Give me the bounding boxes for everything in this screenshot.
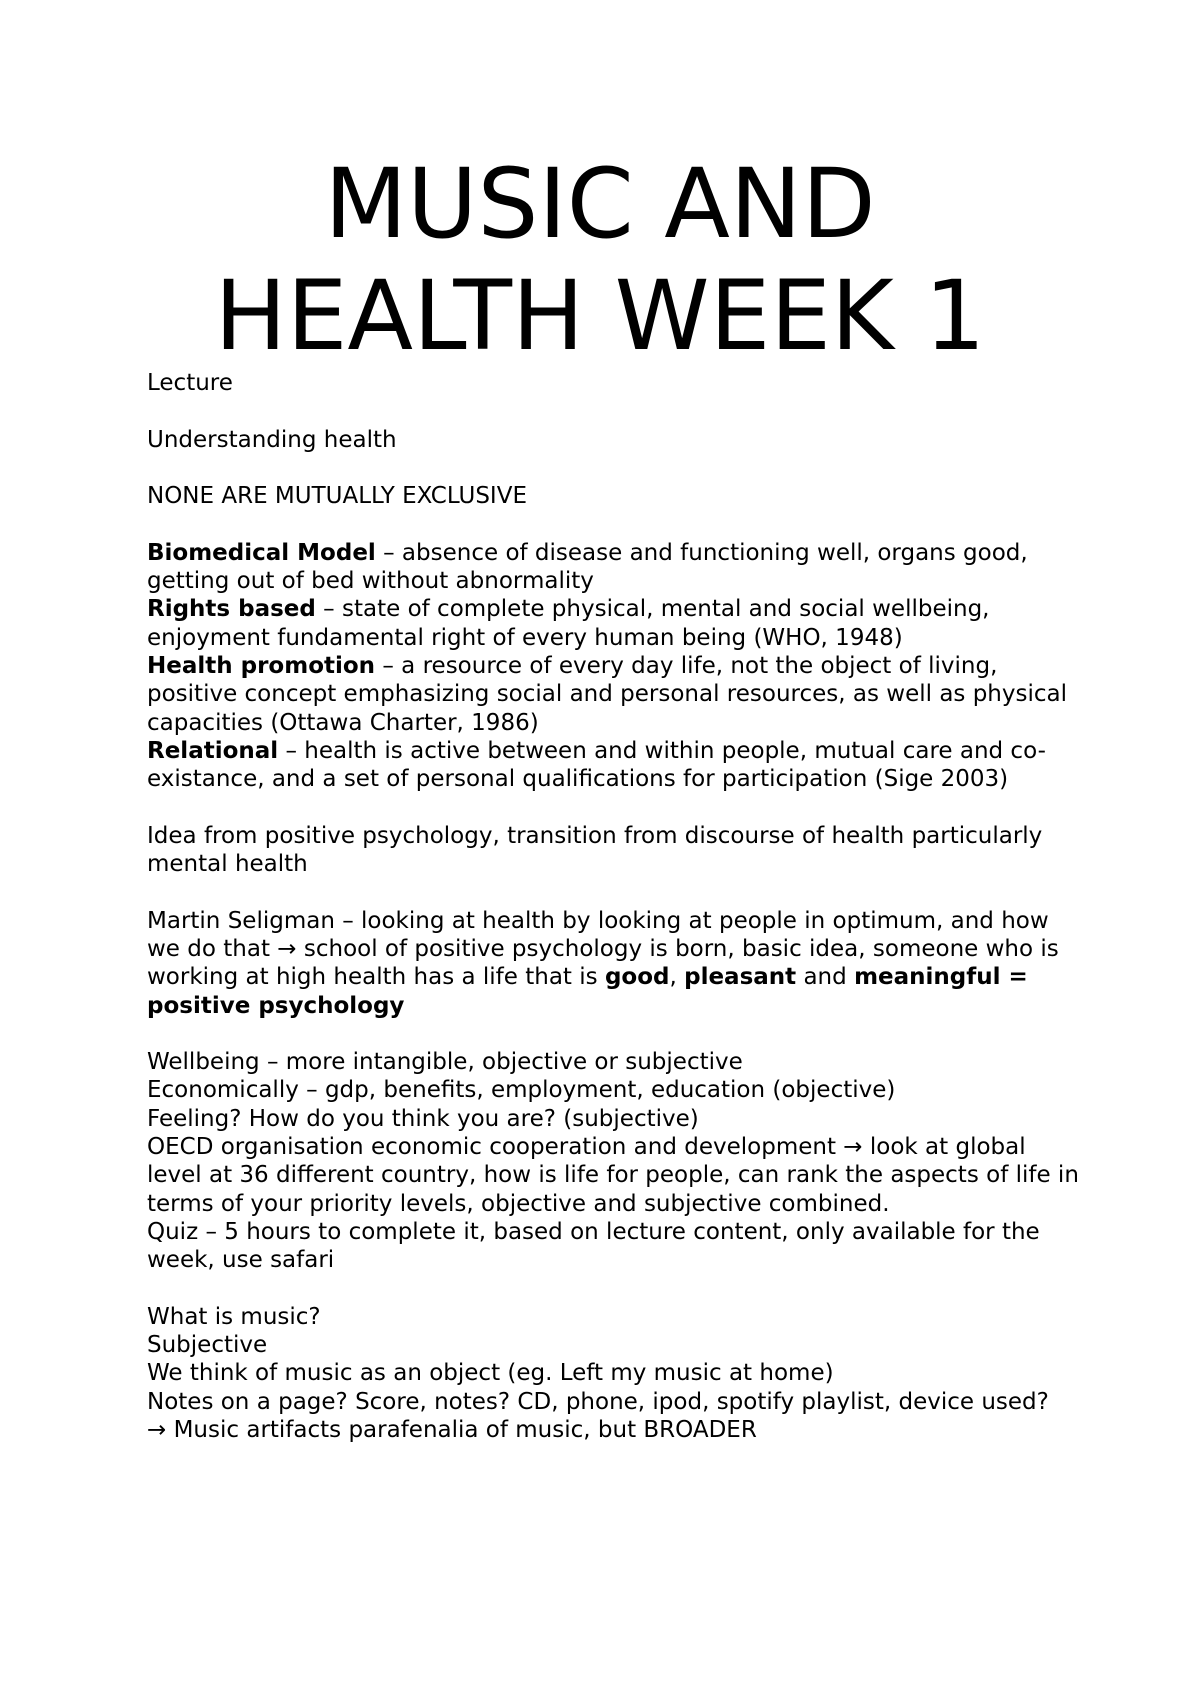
notes-line: Notes on a page? Score, notes? CD, phone, ipod, spotify playlist, device used? (147, 1388, 1049, 1415)
model-health-promotion (147, 652, 1087, 737)
spacer (147, 397, 1087, 425)
spacer (147, 793, 1087, 821)
oecd-text: look at global level at 36 different country, how is life for people, can rank the aspects of life in terms of your priority levels, objective and subjective combined. (147, 1134, 1079, 1217)
exclusive-note: NONE ARE MUTUALLY EXCLUSIVE (147, 483, 527, 510)
seligman-text: school of positive psychology is born, basic idea, someone who is working at high health has a life that is (147, 935, 1059, 991)
arrow-icon: → (843, 1134, 863, 1161)
artifacts-text: Music artifacts parafenalia of music, but BROADER (166, 1416, 757, 1443)
model-rights-based (147, 595, 1087, 652)
model-text: – a resource of every day life, not the object of living, positive concept emphasizing social and personal resources, as well as physical capacities (Ottawa Charter, 1986) (147, 652, 1067, 736)
music-question: What is music? (147, 1303, 321, 1330)
subjective-line: Subjective (147, 1332, 268, 1359)
economically-line: Economically – gdp, benefits, employment, education (objective) (147, 1077, 896, 1104)
model-text: – health is active between and within people, mutual care and co-existance, and a set of personal qualifications for participation (Sige 2003) (147, 737, 1046, 793)
spacer (147, 510, 1087, 538)
spacer (147, 454, 1087, 482)
model-term: Health promotion (147, 652, 376, 679)
model-biomedical (147, 539, 1087, 596)
model-term: Relational (147, 737, 279, 764)
model-relational (147, 737, 1087, 794)
wellbeing-line: Wellbeing – more intangible, objective or subjective (147, 1049, 743, 1076)
document-body (147, 369, 1087, 1444)
model-term: Rights based (147, 596, 316, 623)
document-title (0, 148, 1200, 372)
positive-psychology-idea: Idea from positive psychology, transition from discourse of health particularly mental health (147, 822, 1043, 878)
title-line-2: HEALTH WEEK 1 (214, 260, 986, 372)
feeling-line: Feeling? How do you think you are? (subjective) (147, 1105, 699, 1132)
artifacts-line (147, 1416, 1087, 1444)
oecd-paragraph (147, 1133, 1087, 1218)
model-text: – absence of disease and functioning well, organs good, getting out of bed without abnormality (147, 539, 1028, 595)
title-line-1: MUSIC AND (324, 148, 876, 260)
spacer (147, 1275, 1087, 1303)
model-text: – state of complete physical, mental and social wellbeing, enjoyment fundamental right of every human being (WHO, 1948) (147, 596, 990, 651)
spacer (147, 878, 1087, 906)
and-text: and (796, 964, 855, 991)
music-object-line: We think of music as an object (eg. Left my music at home) (147, 1360, 834, 1387)
arrow-icon: → (147, 1416, 167, 1443)
arrow-icon: → (277, 935, 297, 962)
oecd-text: OECD organisation economic cooperation and development (147, 1134, 844, 1161)
emphasis-meaningful: meaningful = positive psychology (147, 964, 1028, 1019)
emphasis-pleasant: pleasant (684, 964, 797, 991)
spacer (147, 1020, 1087, 1048)
seligman-text: Martin Seligman – looking at health by looking at people in optimum, and how we do that (147, 907, 1049, 962)
understanding-heading: Understanding health (147, 426, 397, 453)
quiz-line: Quiz – 5 hours to complete it, based on lecture content, only available for the week, use safari (147, 1218, 1040, 1274)
model-term: Biomedical Model (147, 539, 376, 566)
lecture-label: Lecture (147, 370, 233, 396)
emphasis-good: good (604, 964, 670, 991)
seligman-paragraph (147, 907, 1087, 1020)
comma-text: , (669, 964, 685, 991)
